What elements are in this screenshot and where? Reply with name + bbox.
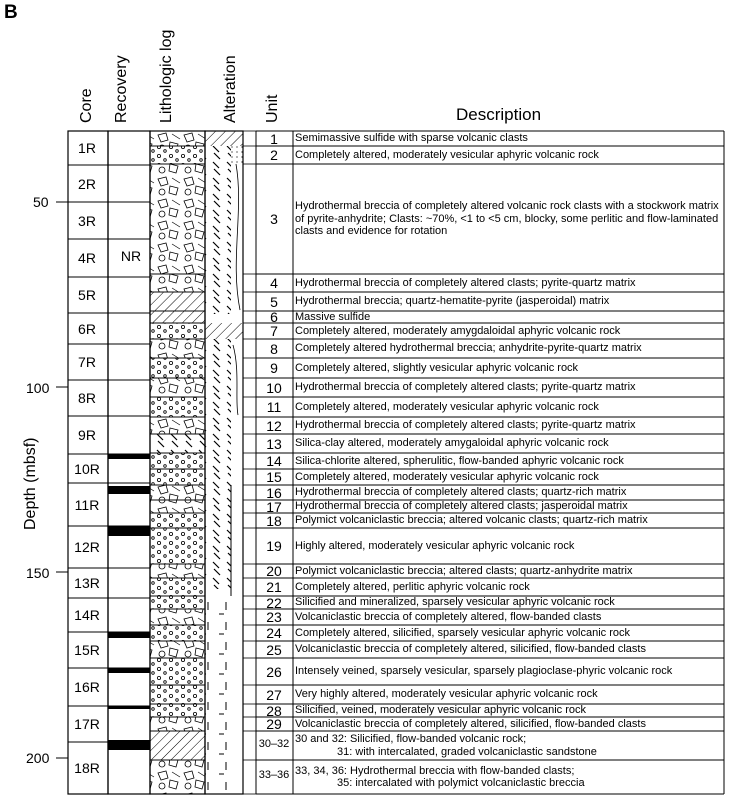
- alteration-column: [205, 131, 243, 794]
- lithologic-log-column-header: Lithologic log: [158, 29, 175, 123]
- depth-tick-200: 200: [26, 750, 50, 766]
- recovered-interval-bar: [108, 632, 150, 638]
- unit-number-label: 25: [266, 641, 282, 658]
- depth-axis-label: Depth (mbsf): [22, 437, 39, 530]
- unit-number-label: 3: [270, 211, 278, 227]
- unit-number-label: 20: [266, 563, 282, 579]
- unit-column-header: Unit: [264, 94, 281, 123]
- unit-description: Completely altered, moderately amygdaloidal aphyric volcanic rock: [295, 324, 621, 337]
- unit-description: Hydrothermal breccia of completely altered clasts; pyrite-quartz matrix: [295, 419, 636, 432]
- lithology-unit-fill: [150, 323, 205, 339]
- unit-description: Completely altered, moderately vesicular aphyric volcanic rock: [295, 148, 599, 161]
- unit-number-label: 2: [270, 147, 278, 163]
- unit-number-label: 10: [266, 379, 282, 396]
- unit-description: Hydrothermal breccia of completely altered volcanic rock clasts with a stockwork matrix of pyrite-anhydrite; Clasts: ~70%, <1 to <5 cm, blocky, some perlitic and flow-laminated clasts and evidence for rotation: [295, 200, 719, 238]
- core-label-17r: 17R: [74, 716, 100, 732]
- lithology-unit-fill: [150, 453, 205, 469]
- unit-description: Volcaniclastic breccia of completely altered, silicified, flow-banded clasts: [295, 717, 646, 730]
- lithology-unit-fill: [150, 131, 205, 146]
- depth-tick-150: 150: [26, 565, 50, 581]
- unit-number-label: 12: [266, 417, 282, 434]
- unit-number-label: 14: [266, 453, 282, 469]
- unit-number-label: 6: [270, 309, 278, 325]
- unit-number-label: 1: [270, 130, 278, 147]
- unit-description: Silica-chlorite altered, spherulitic, flow-banded aphyric volcanic rock: [295, 454, 624, 467]
- lithologic-log-column: [150, 131, 205, 794]
- unit-number-label: 26: [266, 663, 282, 680]
- core-label-4r: 4R: [78, 250, 96, 266]
- alteration-fill: [205, 146, 231, 314]
- unit-description: Silicified, veined, moderately vesicular aphyric volcanic rock: [295, 704, 587, 717]
- alteration-vein: [236, 164, 240, 310]
- unit-description: Hydrothermal breccia; quartz-hematite-pyrite (jasperoidal) matrix: [295, 295, 610, 308]
- unit-number-label: 33–36: [258, 769, 290, 781]
- core-label-11r: 11R: [74, 496, 100, 513]
- unit-description: 30 and 32: Silicified, flow-banded volcanic rock; 31: with intercalated, graded volcaniclastic sandstone: [295, 733, 597, 758]
- core-label-15r: 15R: [74, 642, 100, 658]
- lithology-unit-fill: [150, 500, 205, 513]
- unit-description: Hydrothermal breccia of completely altered clasts; quartz-rich matrix: [295, 486, 627, 499]
- core-label-12r: 12R: [74, 539, 100, 555]
- lithology-unit-fill: [150, 146, 205, 164]
- lithology-unit-fill: [150, 704, 205, 717]
- lithology-unit-fill: [150, 596, 205, 609]
- core-label-10r: 10R: [74, 460, 100, 477]
- recovered-interval-bar: [108, 454, 150, 459]
- lithology-unit-fill: [150, 358, 205, 378]
- lithology-unit-fill: [150, 717, 205, 731]
- unit-description: Polymict volcaniclastic breccia; altered clasts; quartz-anhydrite matrix: [295, 564, 633, 577]
- unit-number-label: 11: [266, 399, 282, 415]
- lithology-unit-fill: [150, 528, 205, 564]
- unit-number-label: 24: [266, 625, 282, 641]
- unit-number-label: 28: [266, 702, 282, 719]
- unit-number-label: 7: [270, 323, 278, 339]
- unit-number-label: 19: [266, 538, 282, 554]
- alteration-fill: [205, 339, 231, 589]
- lithology-unit-fill: [150, 685, 205, 704]
- unit-number-label: 22: [266, 594, 282, 611]
- lithology-unit-fill: [150, 292, 205, 311]
- unit-number-label: 18: [266, 512, 282, 529]
- alteration-vein: [233, 345, 238, 415]
- lithology-unit-fill: [150, 378, 205, 397]
- unit-description: Polymict volcaniclastic breccia; altered volcanic clasts; quartz-rich matrix: [295, 514, 648, 527]
- lithology-unit-fill: [150, 625, 205, 641]
- recovered-interval-bar: [108, 526, 150, 536]
- unit-number-label: 8: [270, 340, 278, 357]
- lithology-unit-fill: [150, 731, 205, 760]
- lithology-unit-fill: [150, 339, 205, 358]
- recovery-column: [108, 131, 150, 794]
- unit-description: Massive sulfide: [295, 310, 371, 323]
- unit-number-label: 30–32: [258, 737, 290, 750]
- lithology-unit-fill: [150, 513, 205, 528]
- unit-description: Hydrothermal breccia of completely altered clasts; pyrite-quartz matrix: [295, 276, 636, 289]
- unit-description: Semimassive sulfide with sparse volcanic clasts: [295, 132, 528, 145]
- lithology-unit-fill: [150, 164, 205, 274]
- core-label-13r: 13R: [74, 575, 100, 591]
- panel-letter: B: [4, 2, 18, 23]
- lithology-unit-fill: [150, 658, 205, 685]
- depth-tick-100: 100: [26, 380, 50, 396]
- unit-description: Silica-clay altered, moderately amygaloidal aphyric volcanic rock: [295, 437, 609, 450]
- unit-description: Completely altered hydrothermal breccia; anhydrite-pyrite-quartz matrix: [295, 342, 642, 355]
- unit-description: Volcaniclastic breccia of completely altered, silicified, flow-banded clasts: [295, 643, 646, 656]
- depth-axis: [56, 202, 68, 758]
- recovered-interval-bar: [108, 706, 150, 709]
- lithology-unit-fill: [150, 469, 205, 485]
- core-label-6r: 6R: [78, 320, 96, 337]
- unit-description: Hydrothermal breccia of completely altered clasts; jasperoidal matrix: [295, 500, 628, 513]
- unit-description: Completely altered, moderately vesicular aphyric volcanic rock: [295, 470, 599, 483]
- core-label-16r: 16R: [74, 679, 100, 695]
- unit-description: 33, 34, 36: Hydrothermal breccia with flow-banded clasts; 35: intercalated with polymict volcaniclastic breccia: [295, 764, 585, 789]
- lithology-unit-fill: [150, 274, 205, 292]
- unit-description: Completely altered, moderately vesicular aphyric volcanic rock: [295, 400, 599, 413]
- core-label-14r: 14R: [74, 607, 100, 623]
- unit-description: Very highly altered, moderately vesicular aphyric volcanic rock: [295, 688, 598, 701]
- unit-number-label: 23: [266, 609, 282, 625]
- lithology-unit-fill: [150, 641, 205, 658]
- lithology-unit-fill: [150, 578, 205, 596]
- unit-number-label: 27: [266, 686, 282, 703]
- lithology-unit-fill: [150, 564, 205, 578]
- unit-number-label: 15: [266, 469, 282, 485]
- core-label-3r: 3R: [78, 212, 96, 229]
- core-label-18r: 18R: [74, 760, 100, 776]
- recovered-interval-bar: [108, 486, 150, 494]
- alteration-fill: [231, 146, 243, 164]
- recovered-interval-bar: [108, 740, 150, 750]
- recovered-interval-bar: [108, 668, 150, 673]
- unit-number-label: 4: [270, 275, 278, 291]
- core-label-7r: 7R: [78, 354, 96, 370]
- lithology-unit-fill: [150, 397, 205, 417]
- unit-description: Silicified and mineralized, sparsely vesicular aphyric volcanic rock: [295, 596, 615, 609]
- core-label-2r: 2R: [78, 175, 96, 192]
- alteration-fill: [205, 596, 231, 794]
- unit-description: Completely altered, perlitic aphyric volcanic rock: [295, 580, 530, 593]
- recovery-column-header: Recovery: [113, 55, 130, 123]
- unit-description: Completely altered, slightly vesicular aphyric volcanic rock: [295, 361, 579, 374]
- lithology-unit-fill: [150, 485, 205, 500]
- description-column-header: Description: [456, 105, 542, 124]
- unit-description: Intensely veined, sparsely vesicular, sparsely plagioclase-phyric volcanic rock: [295, 665, 673, 678]
- unit-description: Completely altered, silicified, sparsely vesicular aphyric volcanic rock: [295, 626, 631, 639]
- depth-tick-50: 50: [33, 194, 49, 210]
- core-label-9r: 9R: [78, 427, 96, 443]
- alteration-column-header: Alteration: [222, 55, 239, 123]
- lithology-unit-fill: [150, 609, 205, 625]
- unit-number-label: 9: [270, 360, 278, 376]
- unit-number-label: 21: [266, 579, 282, 595]
- lithology-unit-fill: [150, 311, 205, 323]
- unit-number-label: 29: [266, 716, 282, 732]
- unit-number-label: 5: [270, 293, 278, 310]
- unit-description: Hydrothermal breccia of completely altered clasts; pyrite-quartz matrix: [295, 381, 636, 394]
- unit-description: Volcaniclastic breccia of completely altered, flow-banded clasts: [295, 610, 602, 623]
- core-label-1r: 1R: [78, 140, 96, 156]
- lithology-unit-fill: [150, 760, 205, 794]
- unit-number-label: 17: [266, 498, 282, 515]
- unit-description: Highly altered, moderately vesicular aphyric volcanic rock: [295, 539, 575, 552]
- unit-number-label: 16: [266, 484, 282, 501]
- no-recovery-label: NR: [120, 248, 142, 264]
- lithology-unit-fill: [150, 417, 205, 434]
- alteration-fill: [205, 323, 243, 339]
- alteration-fill: [205, 131, 243, 146]
- unit-number-label: 13: [266, 435, 282, 452]
- lithology-unit-fill: [150, 434, 205, 453]
- core-label-5r: 5R: [78, 287, 96, 303]
- core-column-header: Core: [78, 88, 95, 123]
- core-label-8r: 8R: [78, 390, 96, 406]
